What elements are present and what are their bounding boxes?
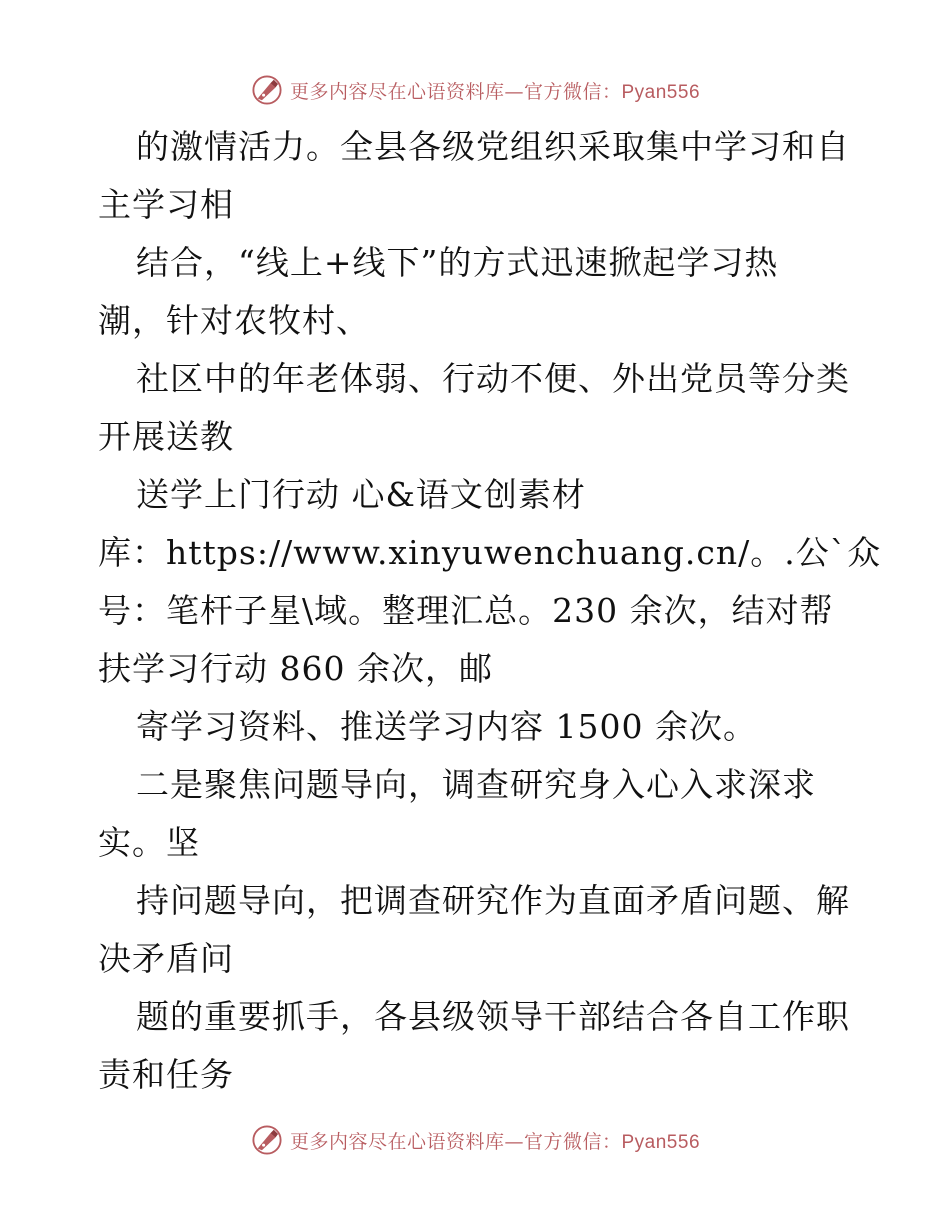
header-banner-text xyxy=(290,77,700,104)
body-line: 持问题导向，把调查研究作为直面矛盾问题、解 xyxy=(136,881,850,920)
body-line: 社区中的年老体弱、行动不便、外出党员等分类 xyxy=(136,359,850,398)
document-body xyxy=(98,118,882,1104)
header-banner-label: 更多内容尽在心语资料库—官方微信： xyxy=(289,80,622,103)
footer-banner-inner xyxy=(250,1123,700,1157)
body-line: 潮，针对农牧村、 xyxy=(98,301,370,340)
body-line: 二是聚焦问题导向，调查研究身入心入求深求 xyxy=(136,765,816,804)
body-line: 寄学习资料、推送学习内容 1500 余次。 xyxy=(136,707,757,746)
body-line: 库：https://www.xinyuwenchuang.cn/。.公`众 xyxy=(98,533,882,572)
body-line: 实。坚 xyxy=(98,823,200,862)
body-line: 决矛盾问 xyxy=(98,939,234,978)
body-line: 扶学习行动 860 余次，邮 xyxy=(98,649,493,688)
header-banner xyxy=(0,72,950,108)
footer-banner-label: 更多内容尽在心语资料库—官方微信： xyxy=(289,1130,622,1153)
body-line: 号：笔杆子星\域。整理汇总。230 余次，结对帮 xyxy=(98,591,834,630)
body-line: 开展送教 xyxy=(98,417,234,456)
footer-wechat-id: Pyan556 xyxy=(621,1131,701,1153)
header-banner-inner xyxy=(250,73,700,107)
body-line: 主学习相 xyxy=(98,185,234,224)
pen-nib-circle-icon xyxy=(250,73,284,107)
footer-banner-text xyxy=(290,1127,700,1154)
body-line: 的激情活力。全县各级党组织采取集中学习和自 xyxy=(136,127,850,166)
body-line: 结合，“线上+线下”的方式迅速掀起学习热 xyxy=(136,243,779,282)
pen-nib-circle-icon xyxy=(250,1123,284,1157)
header-wechat-id: Pyan556 xyxy=(621,81,701,103)
body-line: 责和任务 xyxy=(98,1055,234,1094)
body-line: 送学上门行动 心&语文创素材 xyxy=(136,475,586,514)
body-line: 题的重要抓手，各县级领导干部结合各自工作职 xyxy=(136,997,850,1036)
footer-banner xyxy=(0,1122,950,1158)
